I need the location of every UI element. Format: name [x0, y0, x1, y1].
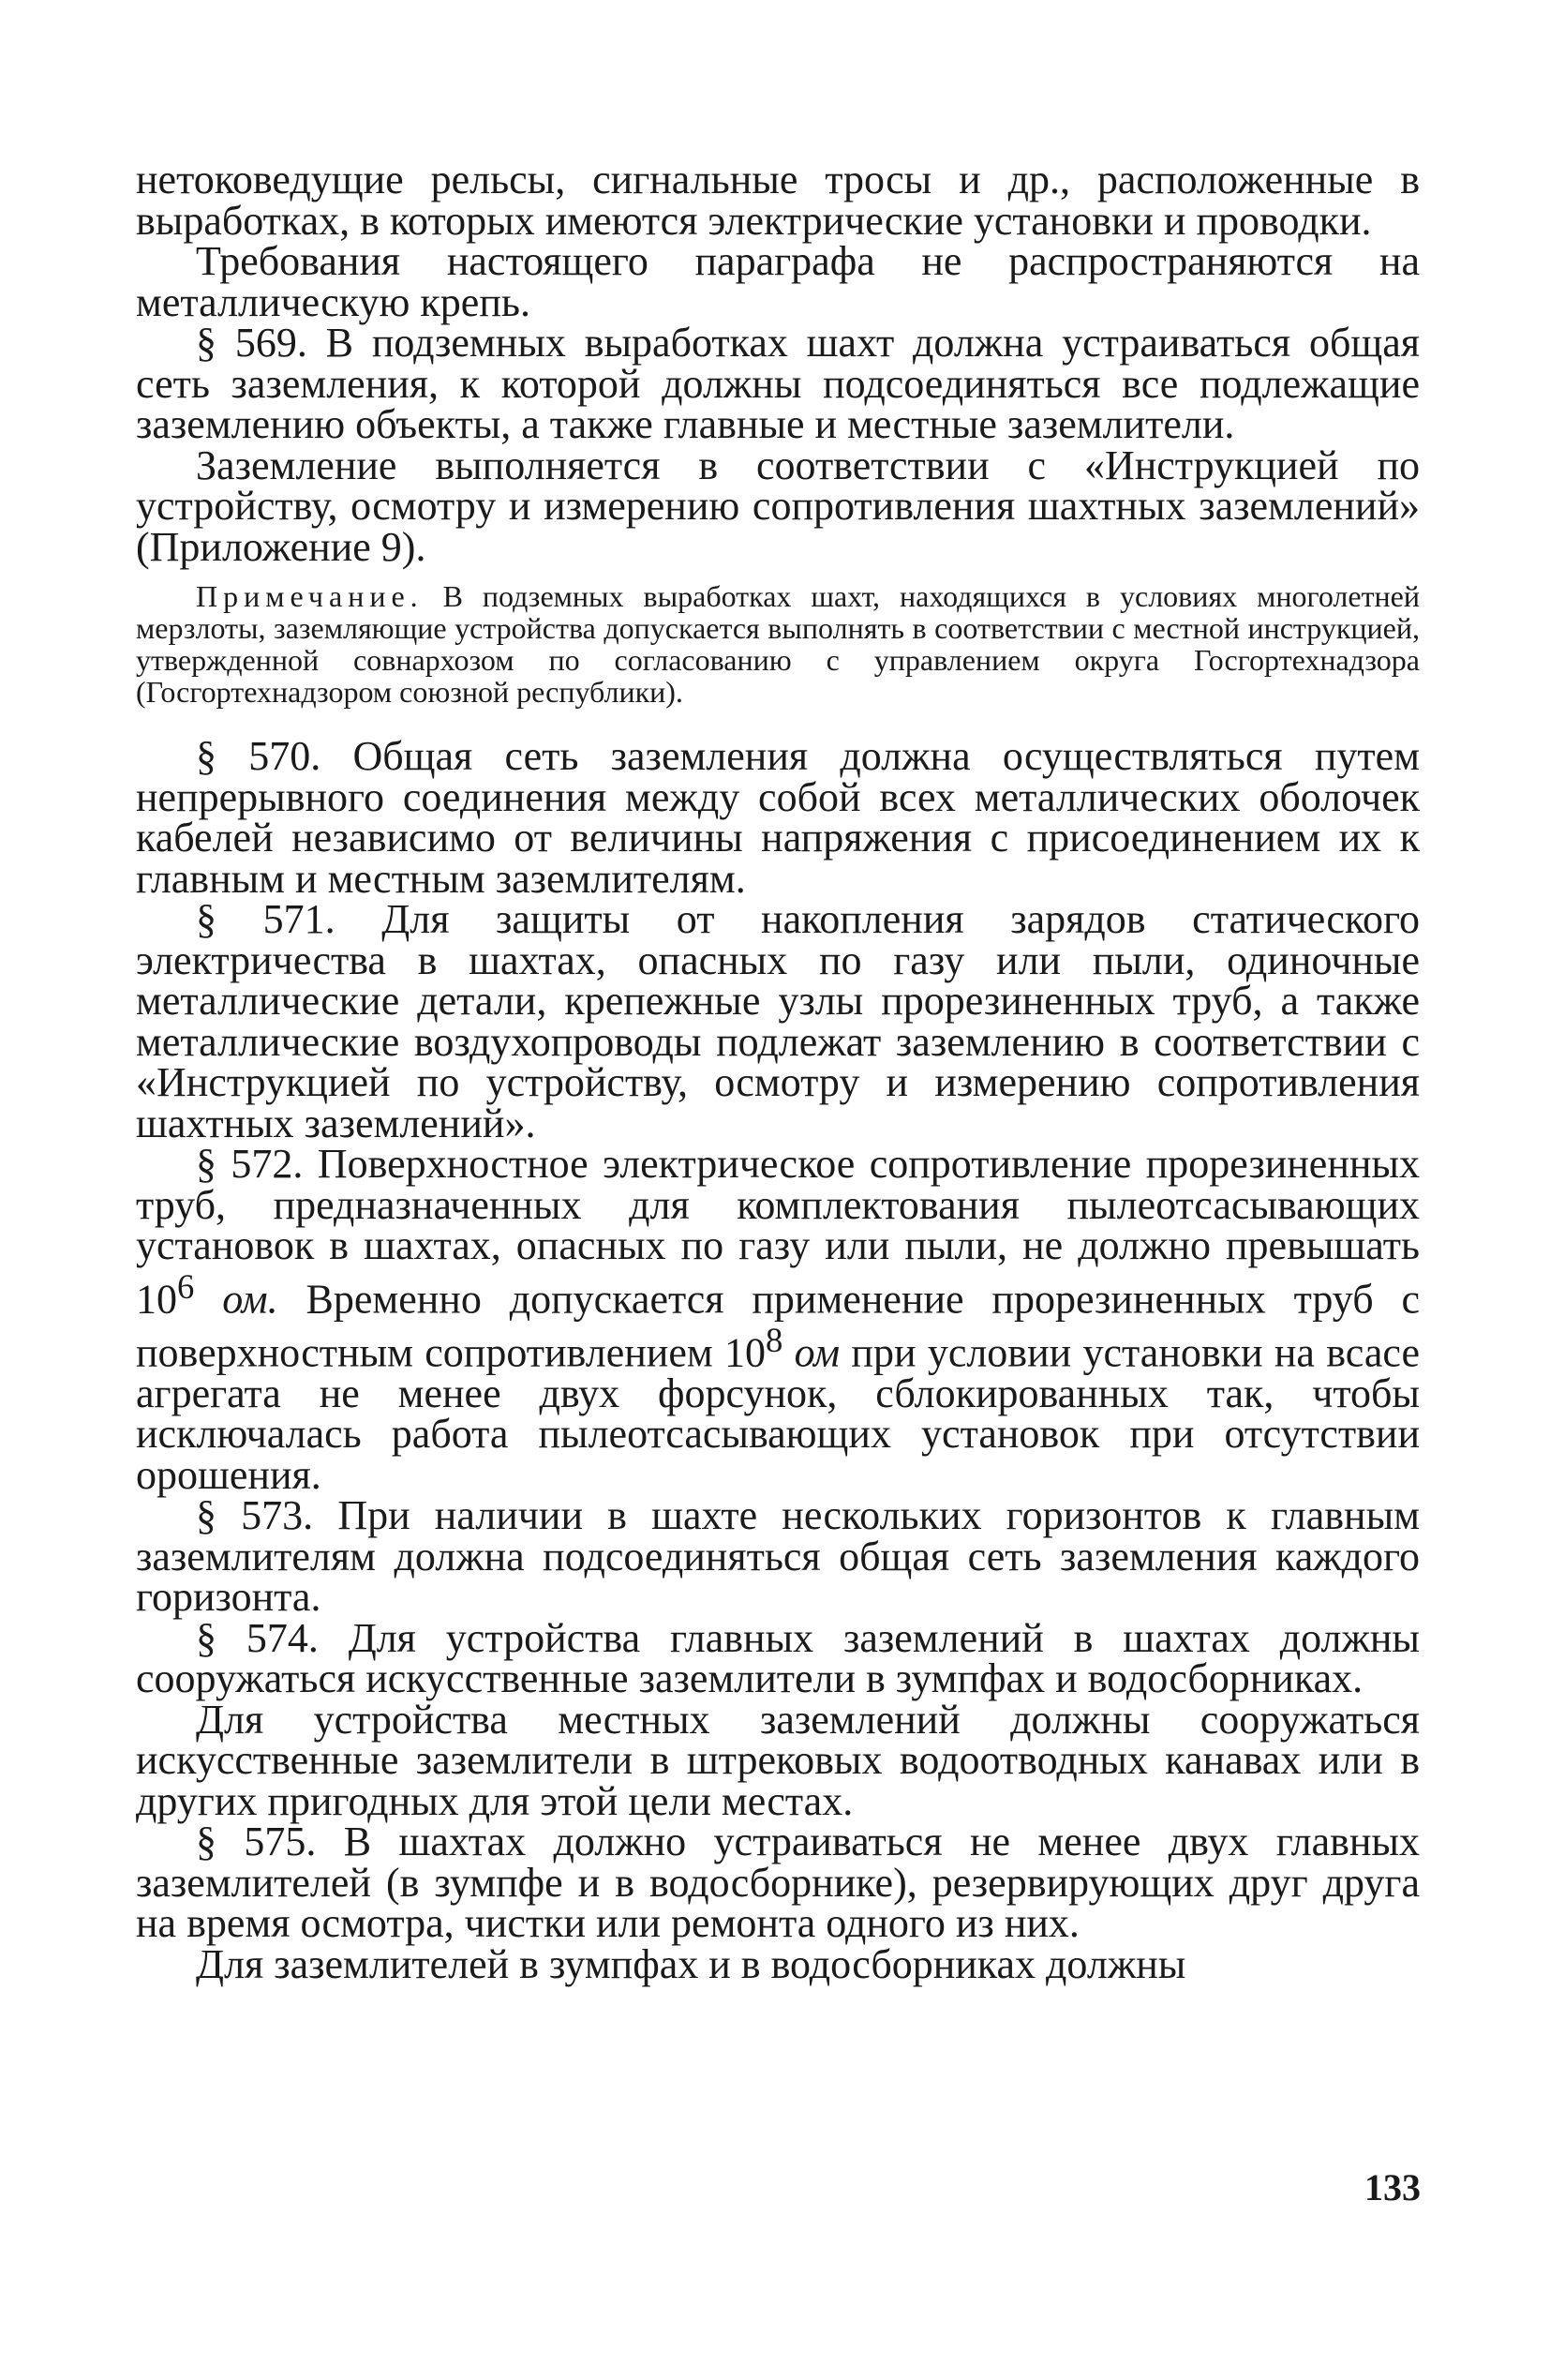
paragraph-grounding-instruction: Заземление выполняется в соответствии с «Инструкцией по устройству, осмотру и измерению сопротивления шахтных заземлений» (Приложение 9). — [136, 442, 1420, 570]
paragraph-local-grounding: Для устройства местных заземлений должны сооружаться искусственные заземлители в штрековых водоотводных канавах или в других пригодных для этой цели местах. — [136, 1696, 1420, 1824]
note-permafrost — [136, 580, 1420, 708]
page-number: 133 — [1364, 2166, 1421, 2208]
paragraph-569: § 569. В подземных выработках шахт должна устраиваться общая сеть заземления, к которой должны подсоединяться все подлежащие заземлению объекты, а также главные и местные заземлители. — [136, 320, 1420, 447]
body-text — [136, 157, 1420, 1987]
p572-part-a: § 572. Поверхностное электрическое сопротивление прорезиненных труб, предназначенных для комплектования пылеотсасывающих установок в шахтах, опасных по газу или пыли, не должно превышать 10 — [136, 1141, 1420, 1323]
paragraph-575: § 575. В шахтах должно устраиваться не менее двух главных заземлителей (в зумпфе и в водосборнике), резервирующих друг друга на время осмотра, чистки или ремонта одного из них. — [136, 1819, 1420, 1947]
paragraph-573: § 573. При наличии в шахте нескольких горизонтов к главным заземлителям должна подсоединяться общая сеть заземления каждого горизонта. — [136, 1492, 1420, 1621]
p572-exponent-1: 6 — [177, 1266, 195, 1306]
p572-exponent-2: 8 — [766, 1320, 783, 1359]
note-label: Примечание. — [196, 579, 424, 613]
p572-part-b: Временно допускается применение прорезиненных труб с поверхностным сопротивлением 10 — [136, 1276, 1420, 1376]
paragraph-574: § 574. Для устройства главных заземлений в шахтах должны сооружаться искусственные заземлители в зумпфах и водосборниках. — [136, 1614, 1420, 1702]
p572-unit-1: ом. — [222, 1276, 278, 1323]
paragraph-570: § 570. Общая сеть заземления должна осуществляться путем непрерывного соединения между собой всех металлических оболочек кабелей независимо от величины напряжения с присоединением их к главным и местным заземлителям. — [136, 733, 1420, 902]
paragraph-crepe: Требования настоящего параграфа не распространяются на металлическую крепь. — [136, 238, 1420, 325]
p572-part-c: при условии установки на всасе агрегата не менее двух форсунок, сблокированных так, чтобы исключалась работа пылеотсасывающих установок при отсутствии орошения. — [136, 1329, 1420, 1498]
paragraph-572 — [136, 1141, 1420, 1498]
note-text: В подземных выработках шахт, находящихся в условиях многолетней мерзлоты, заземляющие устройства допускается выполнять в соответствии с местной инструкцией, утвержденной совнархозом по согласованию с управлением округа Госгортехнадзора (Госгортехнадзором союзной республики). — [136, 579, 1420, 709]
p572-unit-2: ом — [794, 1329, 841, 1376]
paragraph-sump-grounding: Для заземлителей в зумпфах и в водосборниках должны — [196, 1940, 1186, 1987]
paragraph-571: § 571. Для защиты от накопления зарядов статического электричества в шахтах, опасных по газу или пыли, одиночные металлические детали, крепежные узлы прорезиненных труб, а также металлические воздухопроводы подлежат заземлению в соответствии с «Инструкцией по устройству, осмотру и измерению сопротивления шахтных заземлений». — [136, 896, 1420, 1146]
paragraph-continued: нетоковедущие рельсы, сигнальные тросы и др., расположенные в выработках, в которых имеются электрические установки и проводки. — [136, 157, 1420, 244]
